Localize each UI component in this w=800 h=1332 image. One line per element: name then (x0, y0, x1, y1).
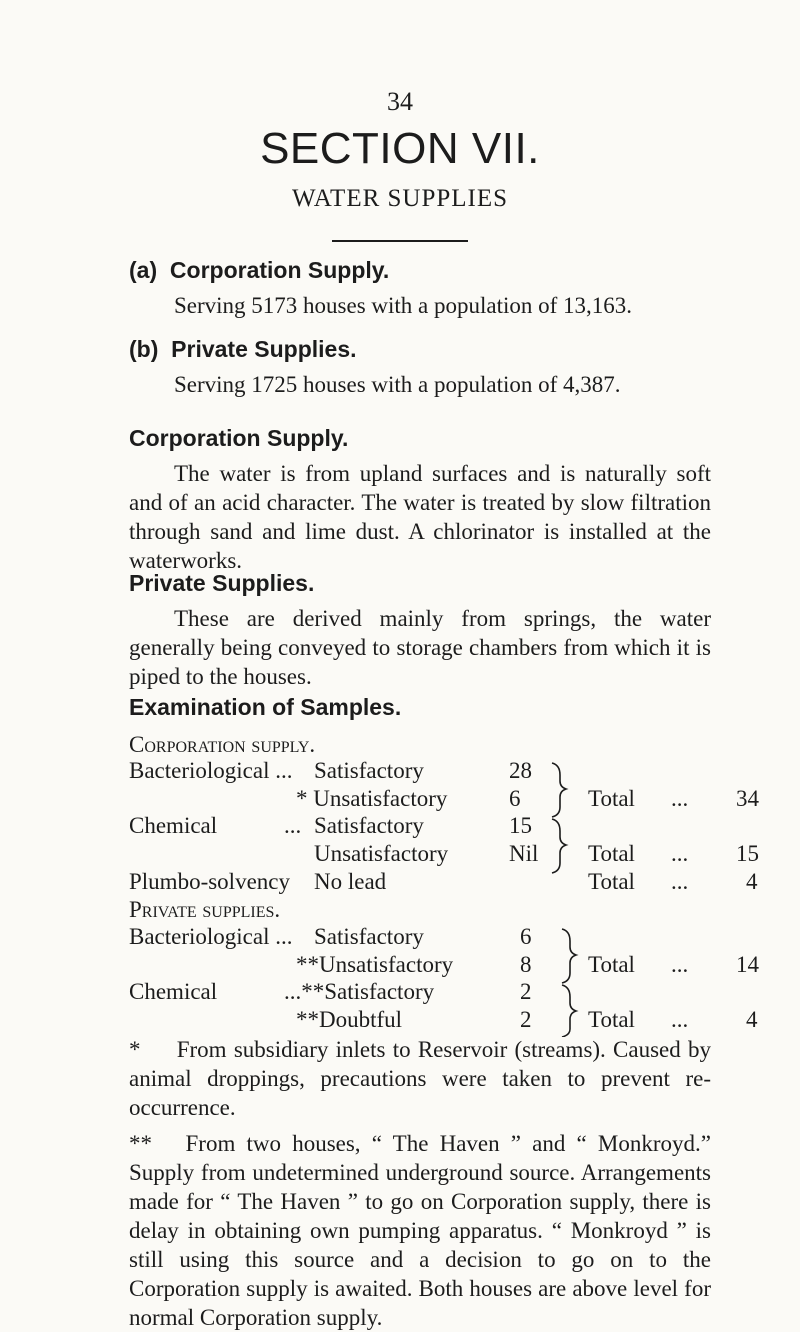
priv-bact-unsat-count: 8 (520, 952, 532, 977)
corp-chem-sat: Satisfactory (314, 813, 424, 838)
summary-b-text: Serving 1725 houses with a population of 4,387. (174, 372, 621, 397)
corp-bact-total-dots: ... (671, 786, 689, 811)
summary-b-heading: (b) Private Supplies. (129, 336, 357, 362)
private-paragraph: These are derived mainly from springs, the water generally being conveyed to storage chambers from which it is piped to the houses. (129, 606, 711, 689)
plumbo-total-label: Total (588, 869, 635, 894)
corp-bact-total-count: 34 (736, 786, 759, 811)
brace-corp-bact (552, 763, 566, 817)
plumbo-label: Plumbo-solvency (129, 869, 290, 894)
priv-chem-total-label: Total (588, 1007, 635, 1032)
priv-bact-unsat: **Unsatisfactory (296, 952, 454, 977)
summary-a-text: Serving 5173 houses with a population of 13,163. (174, 293, 633, 318)
priv-bact-total-count: 14 (736, 952, 759, 977)
title-rule (332, 240, 468, 242)
corp-bact-sat-count: 28 (509, 758, 532, 783)
brace-corp-chem (552, 819, 566, 873)
plumbo-value: No lead (314, 869, 387, 894)
plumbo-total-dots: ... (671, 869, 689, 894)
corp-bact-label: Bacteriological ... (129, 758, 293, 783)
priv-bact-total-dots: ... (671, 952, 689, 977)
priv-chem-label: Chemical (129, 979, 218, 1004)
brace-group (540, 757, 580, 1037)
corp-chem-label: Chemical (129, 813, 218, 838)
corp-chem-total-dots: ... (671, 841, 689, 866)
corporation-supply-subheading: Corporation supply. (129, 732, 316, 757)
priv-chem-total-dots: ... (671, 1007, 689, 1032)
corp-bact-sat: Satisfactory (314, 758, 424, 783)
corp-bact-total-label: Total (588, 786, 635, 811)
corp-chem-total-count: 15 (736, 841, 759, 866)
corporation-paragraph: The water is from upland surfaces and is naturally soft and of an acid character. The water is treated by slow filtration through sand and lime dust. A chlorinator is installed at the waterworks. (129, 461, 711, 573)
footnote-2: ** From two houses, “ The Haven ” and “ Monkroyd.” Supply from undetermined underground source. Arrangements made for “ The Haven ” to go on Corporation supply, there is delay in obtaining own pumping apparatus. “ Monkroyd ” is still using this source and a decision to go on to the Corporation supply is awaited. Both houses are above level for normal Corporation supply. (129, 1131, 711, 1330)
priv-chem-total-count: 4 (746, 1007, 758, 1032)
corp-bact-unsat-count: 6 (509, 786, 521, 811)
summary-a-heading: (a) Corporation Supply. (129, 257, 390, 283)
priv-bact-label: Bacteriological ... (129, 924, 293, 949)
brace-priv-chem (562, 985, 576, 1037)
corp-chem-unsat: Unsatisfactory (314, 841, 449, 866)
priv-bact-sat: Satisfactory (314, 924, 424, 949)
priv-chem-doubt-count: 2 (520, 1007, 532, 1032)
priv-bact-total-label: Total (588, 952, 635, 977)
page-number: 34 (387, 87, 413, 116)
corp-chem-unsat-count: Nil (509, 841, 539, 866)
plumbo-total-count: 4 (746, 869, 758, 894)
private-supplies-subheading: Private supplies. (129, 897, 281, 922)
corporation-heading: Corporation Supply. (129, 425, 349, 451)
corp-chem-dots: ... (284, 813, 302, 838)
section-subtitle: WATER SUPPLIES (291, 185, 509, 212)
corp-chem-total-label: Total (588, 841, 635, 866)
brace-priv-bact (562, 929, 576, 983)
footnote-1: * From subsidiary inlets to Reservoir (streams). Caused by animal droppings, precautions were taken to prevent re-occurrence. (129, 1037, 712, 1120)
private-heading: Private Supplies. (129, 570, 315, 596)
corp-chem-sat-count: 15 (509, 813, 532, 838)
section-title: SECTION VII. (260, 124, 540, 173)
priv-chem-sat: ...**Satisfactory (284, 979, 435, 1004)
corp-bact-unsat: * Unsatisfactory (296, 786, 448, 811)
priv-bact-sat-count: 6 (520, 924, 532, 949)
priv-chem-doubt: **Doubtful (296, 1007, 403, 1032)
examination-heading: Examination of Samples. (129, 694, 402, 720)
priv-chem-sat-count: 2 (520, 979, 532, 1004)
